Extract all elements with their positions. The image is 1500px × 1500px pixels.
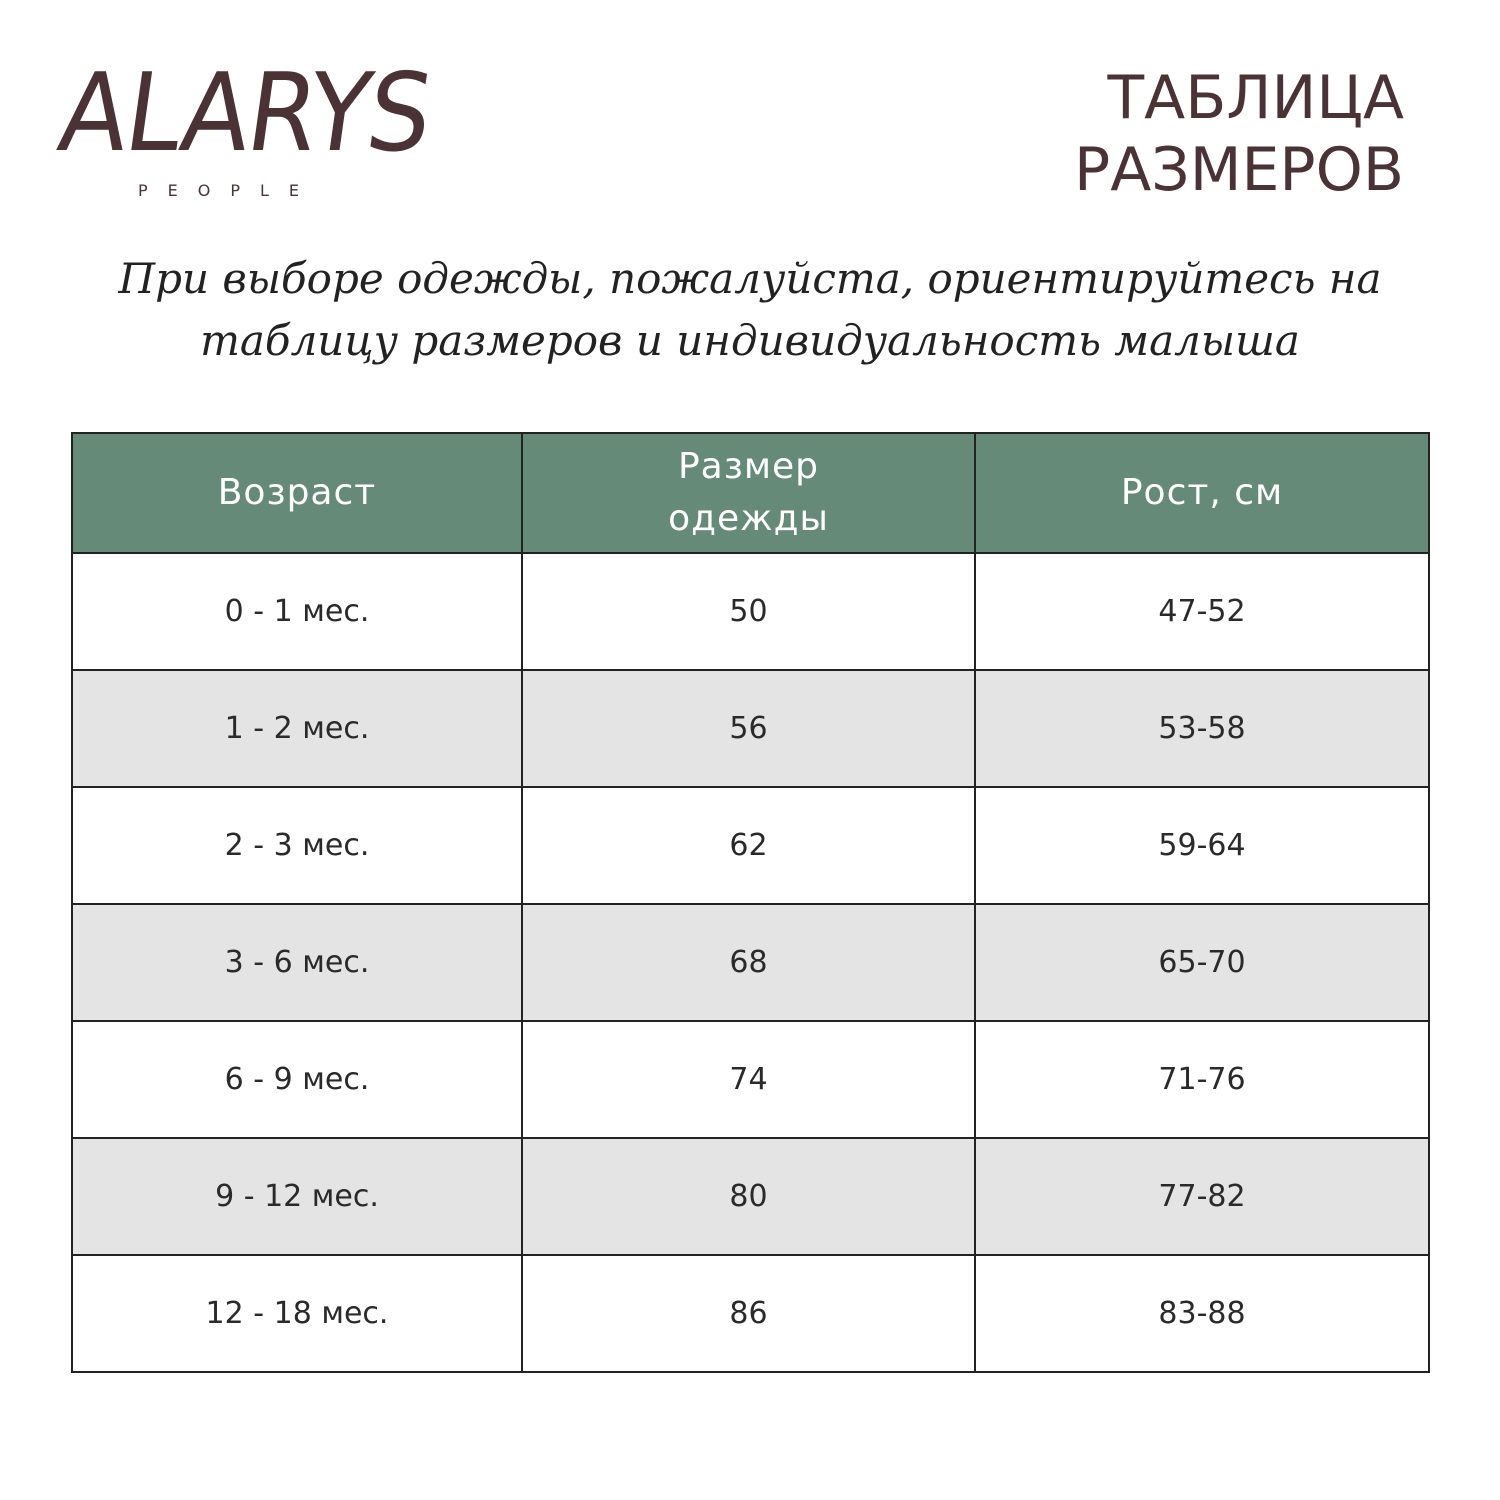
page-title-line-2: РАЗМЕРОВ [1074,135,1404,205]
cell-size: 50 [522,553,975,670]
cell-height: 53-58 [975,670,1429,787]
page-title-line-1: ТАБЛИЦА [1107,63,1404,133]
intro-line-1: При выборе одежды, пожалуйста, ориентируйтесь на [118,254,1382,303]
cell-age: 6 - 9 мес. [72,1021,522,1138]
intro-text [100,248,1400,372]
table-row [72,1138,1429,1255]
table-row [72,553,1429,670]
header-size [522,433,975,553]
brand-logo [51,51,439,210]
cell-height: 59-64 [975,787,1429,904]
header-size-line-1: Размер [677,446,820,487]
header-size-line-2: одежды [668,498,829,539]
cell-age: 9 - 12 мес. [72,1138,522,1255]
cell-size: 68 [522,904,975,1021]
logo-subtext: PEOPLE [138,181,320,200]
cell-size: 86 [522,1255,975,1372]
cell-age: 12 - 18 мес. [72,1255,522,1372]
cell-age: 0 - 1 мес. [72,553,522,670]
cell-size: 56 [522,670,975,787]
cell-age: 3 - 6 мес. [72,904,522,1021]
logo-wordmark: ALARYS [51,51,439,176]
size-table [71,432,1430,1373]
cell-height: 77-82 [975,1138,1429,1255]
table-header-row [72,433,1429,553]
header-height: Рост, см [975,433,1429,553]
intro-line-2: таблицу размеров и индивидуальность малыша [200,316,1300,365]
page-title [884,62,1404,206]
cell-height: 83-88 [975,1255,1429,1372]
header-age: Возраст [72,433,522,553]
table-row [72,670,1429,787]
cell-size: 74 [522,1021,975,1138]
table-row [72,1255,1429,1372]
cell-size: 80 [522,1138,975,1255]
cell-age: 2 - 3 мес. [72,787,522,904]
cell-height: 65-70 [975,904,1429,1021]
cell-height: 71-76 [975,1021,1429,1138]
table-row [72,904,1429,1021]
table-row [72,1021,1429,1138]
cell-height: 47-52 [975,553,1429,670]
cell-age: 1 - 2 мес. [72,670,522,787]
table-row [72,787,1429,904]
cell-size: 62 [522,787,975,904]
